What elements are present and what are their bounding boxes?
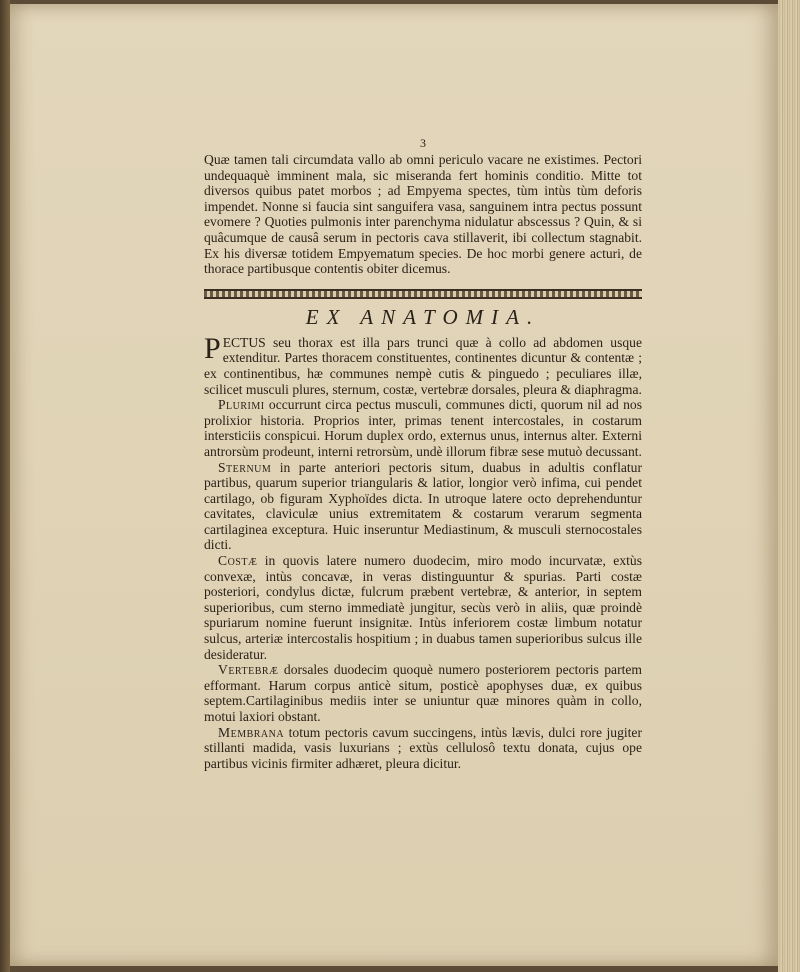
costae-text: in quovis latere numero duodecim, miro modo incurvatæ, extùs convexæ, intùs concavæ, in veras distinguuntur & spurias. Parti costæ posteriori, condylus dictæ, fulcrum præbent vertebræ, & anterior, in septem superioribus, cum sterno immediatè jungitur, secùs verò in aliis, quæ proindè spuriarum nomine fuerunt insignitæ. Intùs inferiorem costæ limbum notatur sulcus, arteriæ intercostalis hospitium ; in duabus tamen superioribus sulcus ille desideratur. bbox=[204, 553, 642, 662]
paragraph-plurimi bbox=[204, 397, 642, 459]
sternum-lead: Sternum bbox=[218, 459, 272, 475]
membrana-text: totum pectoris cavum succingens, intùs lævis, dulci rore jugiter stillanti madida, vasis luxurians ; extùs cellulosô textu donata, cujus ope partibus vicinis firmiter adhæret, pleura dicitur. bbox=[204, 724, 642, 771]
book-spine-shadow bbox=[0, 0, 10, 972]
paragraph-sternum bbox=[204, 460, 642, 554]
vertebrae-text: dorsales duodecim quoquè numero posteriorem pectoris partem efformant. Harum corpus anticè situm, posticè apophyses duæ, ex quibus septem.Cartilaginibus mediis inter se uniuntur quæ minores quàm in collo, motui laxiori obstant. bbox=[204, 662, 642, 724]
drop-capital: P bbox=[204, 331, 221, 365]
paragraph-pectus bbox=[204, 331, 642, 397]
page-number: 3 bbox=[420, 136, 426, 150]
paragraph-costae bbox=[204, 553, 642, 662]
paragraph-membrana bbox=[204, 725, 642, 772]
pectus-lead: ECTUS bbox=[222, 334, 266, 350]
plurimi-text: occurrunt circa pectus musculi, communes dicti, quorum nil ad nos prolixior historia. Proprios inter, primas tenent intercostales, in costarum intersticiis conspicui. Horum duplex ordo, externus unus, internus alter. Externi antrorsùm prodeunt, interni retrorsùm, undè illorum fibræ sese mutuò decussant. bbox=[204, 397, 642, 459]
sternum-text: in parte anteriori pectoris situm, duabus in adultis conflatur partibus, quarum superior triangularis & latior, longior verò infima, cui pendet cartilago, ob figuram Xyphoïdes dicta. In utroque latere octo deprehenduntur cavitates, claviculæ unius extremitatem & costarum verarum segmenta cartilaginea exceptura. Huic inseruntur Mediastinum, & musculi sternocostales dicti. bbox=[204, 459, 642, 553]
plurimi-lead: Plurimi bbox=[218, 397, 265, 413]
intro-paragraph: Quæ tamen tali circumdata vallo ab omni periculo vacare ne existimes. Pectori undequaquè imminent mala, sic miseranda fert hominis conditio. Mitte tot diversos quibus patet morbos ; ad Empyema spectes, tùm intùs tùm deforis impendet. Nonne si faucia sint sanguifera vasa, sanguinem intra pectus possunt evomere ? Quoties pulmonis inter parenchyma nidulatur abscessus ? Quin, & si quâcumque de causâ serum in pectoris cava stillaverit, ibi collectum stagnabit. Ex his diversæ totidem Empyematum species. De hoc morbi genere acturi, de thorace partibusque contentis obiter dicemus. bbox=[204, 152, 642, 277]
pectus-text: seu thorax est illa pars trunci quæ à collo ad abdomen usque extenditur. Partes thoracem constituentes, continentes dicuntur & contentæ ; ex continentibus, hæ communes nempè cutis & pinguedo ; peculiares illæ, scilicet musculi plures, sternum, costæ, vertebræ dorsales, pleura & diaphragma. bbox=[204, 334, 642, 397]
ornamental-rule bbox=[204, 289, 642, 299]
vertebrae-lead: Vertebræ bbox=[218, 662, 279, 678]
costae-lead: Costæ bbox=[218, 553, 258, 569]
page-edge-stack bbox=[778, 0, 800, 972]
section-title: EX ANATOMIA. bbox=[305, 304, 541, 329]
paragraph-vertebrae bbox=[204, 662, 642, 724]
page-text-block bbox=[204, 136, 642, 771]
membrana-lead: Membrana bbox=[218, 724, 285, 740]
